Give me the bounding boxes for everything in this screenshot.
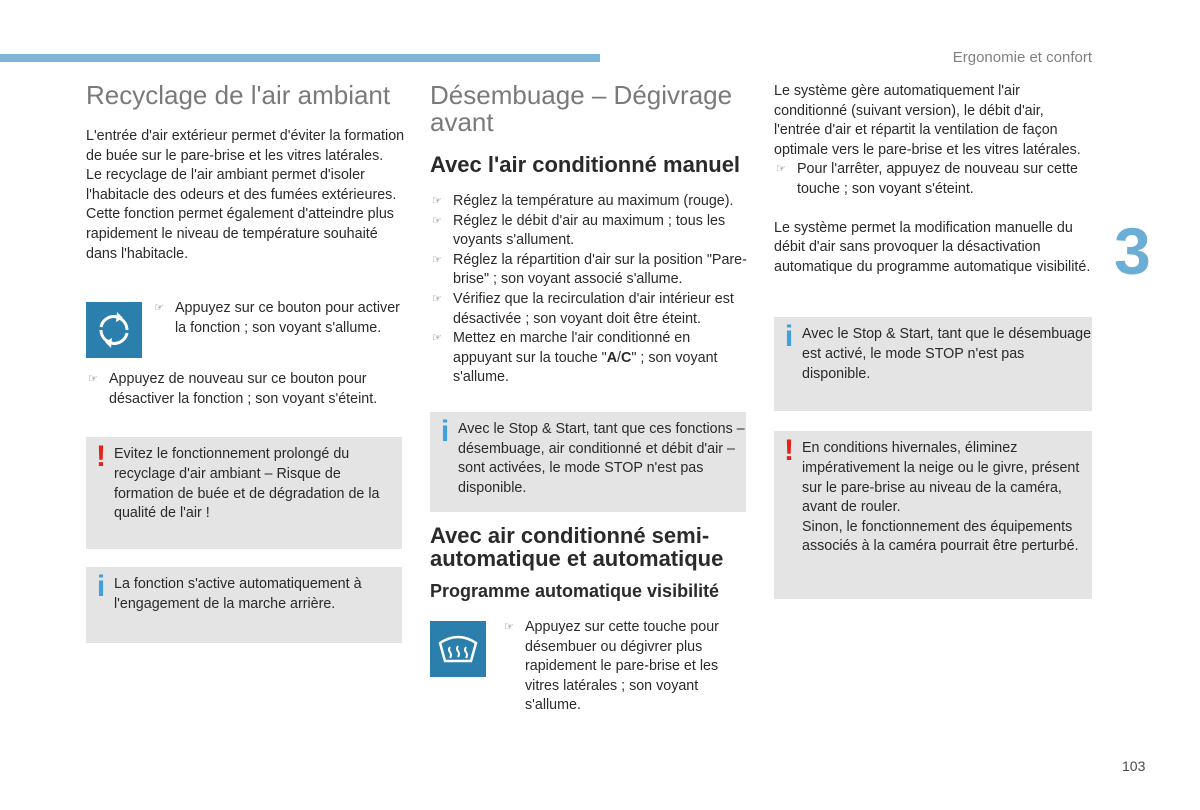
warning-icon: ! [96,440,106,474]
hand-bullet-icon: ☞ [432,292,442,305]
page-number: 103 [1122,758,1146,774]
column-desembuage [430,82,748,721]
info-text: La fonction s'active automatiquement à l'engagement de la marche arrière. [114,576,362,612]
recirculation-on-step: ☞ Appuyez sur ce bouton pour activer la fonction ; son voyant s'allume. [154,300,400,336]
manual-ac-heading: Avec l'air conditionné manuel [430,152,741,177]
step-item: ☞ Vérifiez que la recirculation d'air intérieur est désactivée ; son voyant doit être éteint. [432,290,734,327]
step-item-ac: ☞ Mettez en marche l'air conditionné en appuyant sur la touche "A/C" ; son voyant s'allume. [432,330,718,386]
recirculation-step [86,302,406,358]
section-title: Ergonomie et confort [952,49,1092,66]
warning-icon: ! [784,434,794,468]
recyclage-title: Recyclage de l'air ambiant [86,80,391,110]
warning-text: Evitez le fonctionnement prolongé du recyclage d'air ambiant – Risque de formation de buée et de dégradation de la qualité de l'air ! [114,446,380,522]
key-a: A [606,349,618,366]
key-c: C [621,349,632,366]
stop-step: ☞ Pour l'arrêter, appuyez de nouveau sur cette touche ; son voyant s'éteint. [776,161,1078,197]
info-box [430,412,746,512]
hand-bullet-icon: ☞ [432,195,442,207]
column-recyclage [86,82,406,643]
recirculation-icon [86,302,142,358]
info-text: Avec le Stop & Start, tant que ces fonctions – désembuage, air conditionné et débit d'air – sont activées, le mode STOP n'est pas disponible. [458,420,745,496]
recirculation-button[interactable] [86,302,142,358]
hand-bullet-icon: ☞ [504,620,514,633]
warning-text: En conditions hivernales, éliminez impérativement la neige ou le givre, présent sur le pare-brise au niveau de la caméra, avant de rouler. Sinon, le fonctionnement des équipements associés à la caméra pourrait être perturbé. [802,440,1080,555]
step-item: ☞ Réglez la température au maximum (rouge). [430,192,748,212]
intro-paragraph: Le recyclage de l'air ambiant permet d'isoler l'habitacle des odeurs et des fumées extérieures. [86,167,397,203]
chapter-number: 3 [1114,214,1151,288]
step-item: ☞ Réglez le débit d'air au maximum ; tous les voyants s'allument. [432,212,726,249]
hand-bullet-icon: ☞ [88,373,98,386]
hand-bullet-icon: ☞ [432,253,442,266]
info-icon: i [440,414,450,448]
hand-bullet-icon: ☞ [154,302,164,315]
info-text: Avec le Stop & Start, tant que le désembuage est activé, le mode STOP n'est pas disponible. [802,326,1092,382]
column-automatic [774,82,1094,599]
visibility-button[interactable] [430,621,486,677]
recirculation-off-step: ☞ Appuyez de nouveau sur ce bouton pour désactiver la fonction ; son voyant s'éteint. [88,371,378,407]
step-item: ☞ Réglez la répartition d'air sur la position "Pare-brise" ; son voyant associé s'allume. [432,251,747,288]
info-box [774,317,1092,411]
visibility-step [430,618,748,721]
auto-intro: Le système gère automatiquement l'air conditionné (suivant version), le débit d'air, l'entrée d'air et répartit la ventilation de façon optimale vers le pare-brise et les vitres latérales. [774,83,1081,158]
auto-ac-heading: Avec air conditionné semi-automatique et automatique [430,522,724,571]
info-icon: i [96,570,106,604]
intro-paragraph: L'entrée d'air extérieur permet d'éviter la formation de buée sur le pare-brise et les vitres latérales. [86,128,405,164]
header-accent-bar [0,54,600,62]
hand-bullet-icon: ☞ [432,332,442,345]
warning-box [774,431,1092,599]
windshield-defrost-icon [430,621,486,677]
manual-steps [430,192,748,388]
warning-box [86,437,402,549]
hand-bullet-icon: ☞ [432,214,442,227]
hand-bullet-icon: ☞ [776,163,786,176]
visibility-program-heading: Programme automatique visibilité [430,580,720,601]
info-box [86,567,402,643]
desembuage-title: Désembuage – Dégivrage avant [430,80,733,137]
info-icon: i [784,320,794,354]
visibility-on-step: ☞ Appuyez sur cette touche pour désembuer ou dégivrer plus rapidement le pare-brise et les vitres latérales ; son voyant s'allume. [504,618,719,714]
intro-paragraph: Cette fonction permet également d'atteindre plus rapidement le niveau de température souhaité dans l'habitacle. [86,206,394,262]
manual-adjust-text: Le système permet la modification manuelle du débit d'air sans provoquer la désactivation automatique du programme automatique visibilité. [774,219,1091,275]
